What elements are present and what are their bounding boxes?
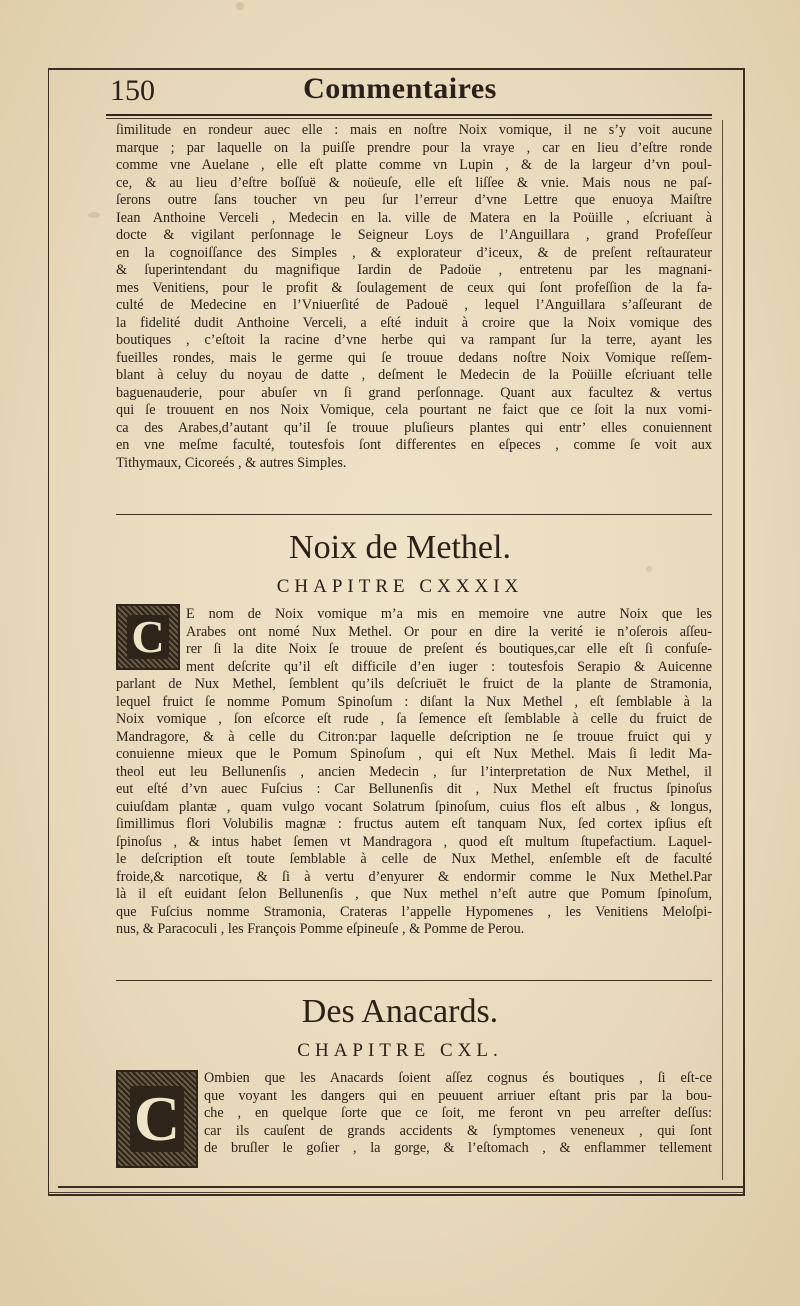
header-rule xyxy=(106,114,712,116)
text-line: ſimillimus flori Volubilis magnæ : fructus autem eſt tanquam Nux, ſed cortex ipſius eſt xyxy=(116,816,712,832)
chapter-title: Des Anacards. xyxy=(301,993,499,1030)
text-line: en vne meſme faculté, toutesfois ſont differentes en eſpeces , comme ſe voit aux xyxy=(116,437,712,453)
text-line: que voyant les dangers qui en peuuent arriuer eſtant pris par la bou- xyxy=(204,1087,712,1104)
initial-letter: C xyxy=(130,1086,184,1152)
decorated-initial xyxy=(116,604,180,670)
text-line: ment deſcrite qu’il eſt difficile d’en iuger : toutesfois Serapio & Auicenne xyxy=(186,658,712,675)
text-line: que Fuſcius nomme Stramonia, Crateras l’appelle Hypomenes , les Venitiens Meloſpi- xyxy=(116,903,712,920)
text-line: che , en quelque ſorte que ce ſoit, me feront vn peu arreſter deſſus: xyxy=(204,1105,712,1121)
bottom-rule xyxy=(58,1186,744,1188)
text-line: Arabes ont nomé Nux Methel. Or pour en dire la verité ie n’oſerois aſſeu- xyxy=(186,623,712,640)
text-line: cuiuſdam plantæ , quam vulgo vocant Solatrum ſpinoſum, cuius flos eſt albus , & longus, xyxy=(116,798,712,815)
text-line: fueilles rondes, mais le germe qui ſe trouue dedans noſtre Noix Vomique reſſem- xyxy=(116,349,712,366)
text-line: docte & vigilant perſonnage le Seigneur Loys de l’Anguillara , grand Profeſſeur xyxy=(116,227,712,243)
section-divider xyxy=(116,980,712,981)
text-line: la fidelité dudit Anthoine Verceli, a eſté induit à croire que la Noix vomique des xyxy=(116,314,712,331)
text-line: Iean Anthoine Verceli , Medecin en la. ville de Matera en la Poüille , eſcriuant à xyxy=(116,209,712,226)
chapter-title: Noix de Methel. xyxy=(289,529,511,566)
text-line: le deſcription eſt toute ſemblable à celle de Nux Methel, enſemble eſt de faculté xyxy=(116,851,712,867)
section-divider xyxy=(116,514,712,515)
text-line: theol eut leu Bellunenſis , ancien Medecin , ſur l’interpretation de Nux Methel, il xyxy=(116,763,712,780)
text-line: ſpinoſus , & intus habet ſemen vt Mandragora , quod eſt multum ſtupefactium. Laquel- xyxy=(116,833,712,850)
text-line: nus, & Paracoculi , les François Pomme eſpineuſe , & Pomme de Perou. xyxy=(116,921,525,937)
bottom-rule-thin xyxy=(48,1192,744,1193)
text-line: ca des Arabes,d’autant qu’il ſe trouue pluſieurs plantes qui entr’ elles conuiennent xyxy=(116,419,712,436)
chapter-number: CHAPITRE CXXXIX xyxy=(276,576,524,597)
initial-letter: C xyxy=(127,615,168,659)
text-line: parlant de Nux Methel, ſemblent qu’ils deſcriuēt le fruict de la plante de Stramonia, xyxy=(116,676,712,692)
text-line: froide,& narcotique, & ſi à vertu d’enyurer & endormir comme le Nux Methel.Par xyxy=(116,868,712,885)
running-head: Commentaires xyxy=(303,72,497,105)
text-line: en la cognoiſſance des Simples , & explorateur d’iceux, & de preſent reſtaurateur xyxy=(116,244,712,261)
header-rule-thin xyxy=(106,118,712,119)
text-line: Tithymaux, Cicoreés , & autres Simples. xyxy=(116,454,347,471)
text-line: ſimilitude en rondeur auec elle : mais en noſtre Noix vomique, il ne s’y voit aucune xyxy=(116,122,712,138)
text-line: mes Venitiens, pour le profit & ſoulagement de ceux qui ſont profeſſion de la fa- xyxy=(116,279,712,296)
text-line: Noix vomique , ſon eſcorce eſt rude , ſa ſemence eſt ſemblable à celle du fruict de xyxy=(116,711,712,727)
text-line: qui ſe trouuent en nos Noix Vomique, cela pourtant ne faict que ce ſoit la nux vomi- xyxy=(116,402,712,418)
text-line: eut eſté d’vn auec Fuſcius : Car Bellunenſis dit , Nux Methel eſt fructus ſpinoſus xyxy=(116,781,712,797)
text-line: Ombien que les Anacards ſoient aſſez cognus és boutiques , ſi eſt-ce xyxy=(204,1070,712,1086)
text-line: Mandragore, & à celle du Citron:par laquelle deſcription ne ſe trouue fruict qui y xyxy=(116,728,712,745)
chapter-number: CHAPITRE CXL. xyxy=(297,1040,503,1061)
text-line: blant à celuy du noyau de datte , deſment le Medecin de la Poüille eſcriuant telle xyxy=(116,367,712,383)
folio-number: 150 xyxy=(110,74,155,107)
paragraph-anacards-opening xyxy=(204,1070,712,1158)
text-line: comme vne Auelane , elle eſt platte comme vn Lupin , & de la largeur d’vn poul- xyxy=(116,157,712,173)
text-line: de bruſler le goſier , la gorge, & l’eſtomach , & enflammer tellement xyxy=(204,1140,712,1156)
text-line: là il eſt euidant ſelon Bellunenſis , que Nux methel n’eſt autre que Pomum ſpinoſum, xyxy=(116,886,712,902)
text-line: lequel fruict ſe nomme Pomum Spinoſum : diſant la Nux Methel , eſt ſemblable à la xyxy=(116,693,712,710)
paragraph-noix-vomique xyxy=(116,122,712,472)
text-line: car ils cauſent de grands accidents & ſymptomes veneneux , qui ſont xyxy=(204,1122,712,1139)
text-line: ce, & au lieu d’eſtre boſſuë & noüeuſe, elle eſt liſſee & vnie. Mais nous ne paſ- xyxy=(116,174,712,191)
text-line: E nom de Noix vomique m’a mis en memoire vne autre Noix que les xyxy=(186,606,712,622)
text-line: ſerons outre ſans toucher vn peu ſur l’erreur d’vne Lettre que enuoya Maiſtre xyxy=(116,192,712,208)
paragraph-noix-de-methel-opening xyxy=(186,606,712,676)
paper-stain xyxy=(236,2,244,10)
text-line: & ſuperintendant du magnifique Iardin de Padoüe , entretenu par les magnani- xyxy=(116,262,712,278)
text-line: rer ſi la dite Noix ſe trouue de preſent és boutiques,car elle eſt ſi confuſe- xyxy=(186,641,712,657)
text-line: baguenauderie, pour abuſer vn ſi grand perſonnage. Quant aux facultez & vertus xyxy=(116,384,712,401)
text-line: culté de Medecine en l’Vniuerſité de Padouë , lequel l’Anguillara s’aſſeurant de xyxy=(116,297,712,313)
decorated-initial xyxy=(116,1070,198,1168)
text-line: conuienne mieux que le Pomum Spinoſum , qui eſt Nux Methel. Mais ſi ledit Ma- xyxy=(116,746,712,762)
paragraph-noix-de-methel xyxy=(116,676,712,939)
text-line: boutiques , c’eſtoit la racine d’vne herbe qui va rampant ſur la terre, ayant les xyxy=(116,332,712,348)
text-line: marque ; par laquelle on la puiſſe prendre pour la vraye , car en lieu d’eſtre ronde xyxy=(116,139,712,156)
